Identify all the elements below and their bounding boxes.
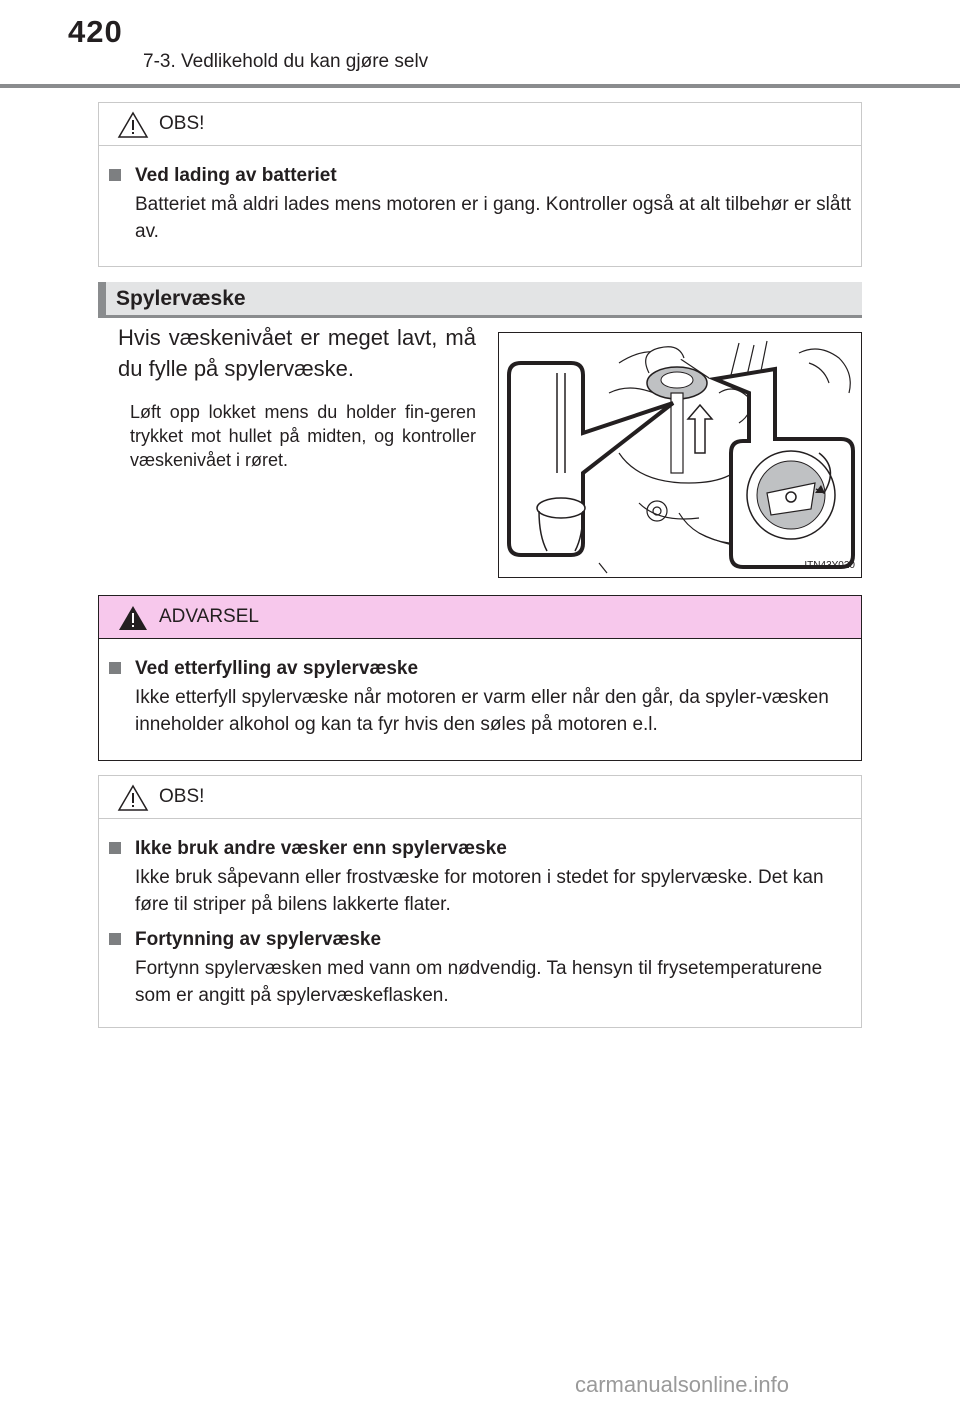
caution-outline-icon [117,111,149,139]
notice-item-title: Ved lading av batteriet [135,165,337,186]
instruction-paragraph: Løft opp lokket mens du holder fin-geren trykket mot hullet på midten, og kontroller væskenivået i røret. [130,402,476,470]
warning-item-title: Ved etterfylling av spylervæske [135,658,419,679]
notice-header [99,776,861,819]
bullet-square-icon [109,662,121,674]
section-title: 7-3. Vedlikehold du kan gjøre selv [143,51,429,72]
notice-item-body: Fortynn spylervæsken med vann om nødvendig. Ta hensyn til frysetemperaturene som er angitt på spylervæskeflasken. [135,958,823,1006]
header-divider [0,84,960,88]
notice-item [109,164,861,245]
page-header [0,0,960,90]
notice-item-body: Batteriet må aldri lades mens motoren er i gang. Kontroller også at alt tilbehør er slått av. [135,194,852,242]
bullet-square-icon [109,169,121,181]
obs-notice-box-2 [98,775,862,1028]
page-number: 420 [68,14,123,49]
watermark: carmanualsonline.info [575,1372,790,1397]
washer-reservoir-illustration [498,332,862,578]
notice-item-title: Ikke bruk andre væsker enn spylervæske [135,838,507,859]
notice-item-title: Fortynning av spylervæske [135,929,382,950]
heading-tab [98,282,106,315]
notice-header [99,103,861,146]
notice-label: OBS! [159,113,205,134]
warning-item [109,657,861,738]
warning-notice-box [98,595,862,761]
intro-paragraph: Hvis væskenivået er meget lavt, må du fylle på spylervæske. [118,325,476,381]
section-heading-bar [98,282,862,318]
notice-item-body: Ikke bruk såpevann eller frostvæske for motoren i stedet for spylervæske. Det kan føre til striper på bilens lakkerte flater. [135,867,824,915]
bullet-square-icon [109,842,121,854]
obs-notice-box [98,102,862,267]
warning-item-body: Ikke etterfyll spylervæske når motoren er varm eller når den går, da spyler-væsken inneholder alkohol og kan ta fyr hvis den søles på motoren e.l. [135,687,829,735]
figure-code: ITN43Y020 [804,560,855,571]
bullet-square-icon [109,933,121,945]
illustration-drawing [499,333,861,577]
caution-outline-icon [117,784,149,812]
warning-label: ADVARSEL [159,606,259,627]
notice-item [109,928,861,1009]
warning-filled-icon [117,604,149,632]
notice-item [109,837,861,918]
notice-label: OBS! [159,786,205,807]
warning-header [99,596,861,639]
section-heading: Spylervæske [116,287,246,310]
